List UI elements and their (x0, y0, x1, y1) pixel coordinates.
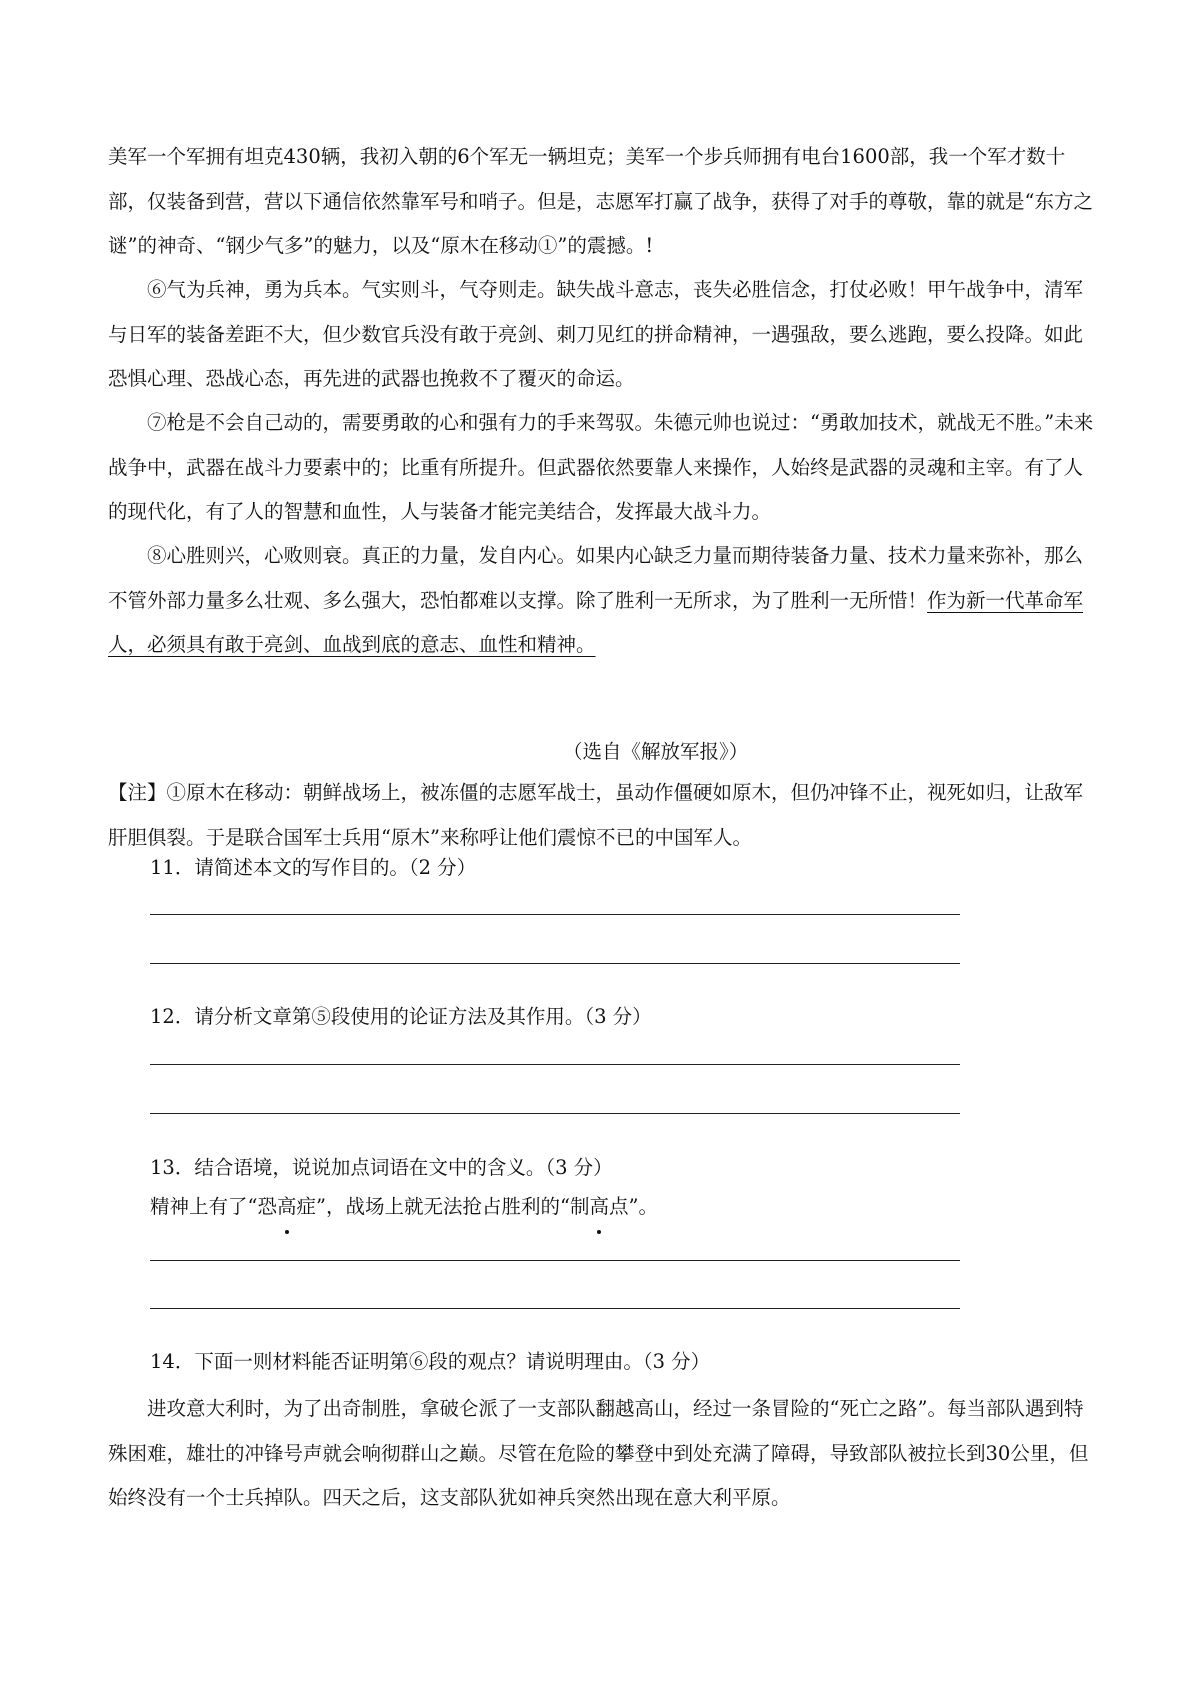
paragraph-8-main: ⑧心胜则兴，心败则衰。真正的力量，发自内心。如果内心缺乏力量而期待装备力量、技术力量来弥补，那么不管外部力量多么壮观、多么强大，恐怕都难以支撑。除了胜利一无所求，为了胜利一无所惜！ (108, 544, 1084, 612)
question-13-sentence (150, 1187, 658, 1227)
source-citation: （选自《解放军报》） (563, 740, 749, 763)
paragraph-continuation: 美军一个军拥有坦克430辆，我初入朝的6个军无一辆坦克；美军一个步兵师拥有电台1600部，我一个军才数十部，仅装备到营，营以下通信依然靠军号和哨子。但是，志愿军打赢了战争，获得了对手的尊敬，靠的就是“东方之谜”的神奇、“钢少气多”的魅力，以及“原木在移动①”的震撼。! (108, 145, 1093, 257)
answer-line-12a[interactable] (150, 1064, 960, 1065)
answer-line-11b[interactable] (150, 963, 960, 964)
answer-line-12b[interactable] (150, 1113, 960, 1114)
question-14: 14．下面一则材料能否证明第⑥段的观点？请说明理由。（3 分） (150, 1350, 711, 1373)
q13-text-a: 精神上有了“ (150, 1195, 258, 1218)
answer-line-13a[interactable] (150, 1260, 960, 1261)
dotted-word-kongaozheng: 恐高症 (257, 1187, 316, 1227)
question-11: 11．请简述本文的写作目的。（2 分） (150, 856, 477, 879)
paragraph-7: ⑦枪是不会自己动的，需要勇敢的心和强有力的手来驾驭。朱德元帅也说过：“勇敢加技术，就战无不胜。”未来战争中，武器在战斗力要素中的；比重有所提升。但武器依然要靠人来操作，人始终是武器的灵魂和主宰。有了人的现代化，有了人的智慧和血性，人与装备才能完美结合，发挥最大战斗力。 (108, 411, 1094, 523)
dotted-word-zhigaodian: 制高点 (570, 1187, 629, 1227)
q13-text-b: ”，战场上就无法抢占胜利的“ (316, 1195, 570, 1218)
answer-line-13b[interactable] (150, 1308, 960, 1309)
question-13: 13．结合语境，说说加点词语在文中的含义。（3 分） (150, 1156, 613, 1179)
material-paragraph: 进攻意大利时，为了出奇制胜，拿破仑派了一支部队翻越高山，经过一条冒险的“死亡之路”。每当部队遇到特殊困难，雄壮的冲锋号声就会响彻群山之巅。尽管在危险的攀登中到处充满了障碍，导致部队被拉长到30公里，但始终没有一个士兵掉队。四天之后，这支部队犹如神兵突然出现在意大利平原。 (108, 1397, 1089, 1509)
paragraph-8-underlined: 作为新一代革命军人，必须具有敢于亮剑、血战到底的意志、血性和精神。 (108, 588, 1084, 656)
footnote: 【注】①原木在移动：朝鲜战场上，被冻僵的志愿军战士，虽动作僵硬如原木，但仍冲锋不止，视死如归，让敌军肝胆俱裂。于是联合国军士兵用“原木”来称呼让他们震惊不已的中国军人。 (108, 781, 1084, 849)
answer-line-11a[interactable] (150, 914, 960, 915)
question-12: 12．请分析文章第⑤段使用的论证方法及其作用。（3 分） (150, 1005, 652, 1028)
paragraph-8 (108, 534, 1098, 668)
q13-text-c: ”。 (628, 1195, 658, 1218)
dotted-word-1 (257, 1195, 316, 1218)
paragraph-6: ⑥气为兵神，勇为兵本。气实则斗，气夺则走。缺失战斗意志，丧失必胜信念，打仗必败！甲午战争中，清军与日军的装备差距不大，但少数官兵没有敢于亮剑、刺刀见红的拼命精神，一遇强敌，要么逃跑，要么投降。如此恐惧心理、恐战心态，再先进的武器也挽救不了覆灭的命运。 (108, 278, 1084, 390)
